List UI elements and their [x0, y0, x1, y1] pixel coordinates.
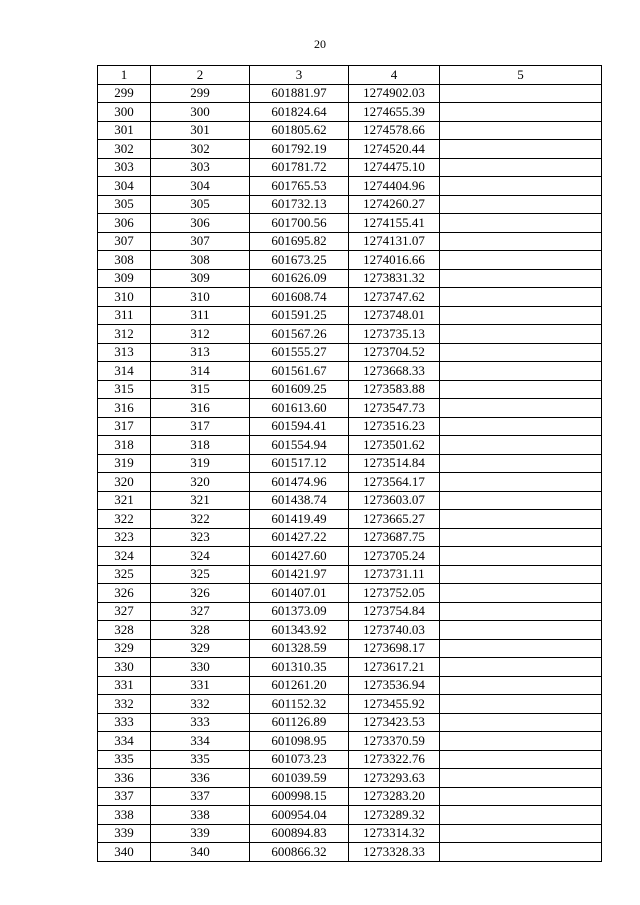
- table-cell: 601609.25: [250, 380, 349, 399]
- table-cell: 338: [98, 806, 151, 825]
- table-cell: 325: [98, 565, 151, 584]
- table-cell: 302: [151, 140, 250, 159]
- table-row: [98, 362, 602, 381]
- table-row: [98, 528, 602, 547]
- table-cell: 324: [151, 547, 250, 566]
- table-cell: 314: [151, 362, 250, 381]
- table-row: [98, 510, 602, 529]
- table-cell: 601373.09: [250, 602, 349, 621]
- table-cell: 308: [98, 251, 151, 270]
- table-cell: [440, 214, 602, 233]
- table-cell: 1274404.96: [349, 177, 440, 196]
- table-cell: [440, 417, 602, 436]
- table-cell: 335: [98, 750, 151, 769]
- table-cell: 601427.60: [250, 547, 349, 566]
- table-cell: 1273314.32: [349, 824, 440, 843]
- table-row: [98, 806, 602, 825]
- table-row: [98, 584, 602, 603]
- table-cell: 315: [98, 380, 151, 399]
- table-cell: 302: [98, 140, 151, 159]
- table-cell: [440, 121, 602, 140]
- table-cell: [440, 325, 602, 344]
- table-cell: 321: [98, 491, 151, 510]
- table-cell: 322: [98, 510, 151, 529]
- table-cell: 339: [151, 824, 250, 843]
- table-cell: 601343.92: [250, 621, 349, 640]
- table-cell: 601781.72: [250, 158, 349, 177]
- table-cell: 306: [151, 214, 250, 233]
- table-row: [98, 602, 602, 621]
- table-cell: [440, 454, 602, 473]
- table-cell: 1273687.75: [349, 528, 440, 547]
- table-row: [98, 325, 602, 344]
- table-cell: [440, 195, 602, 214]
- table-row: [98, 547, 602, 566]
- table-row: [98, 658, 602, 677]
- table-cell: 601261.20: [250, 676, 349, 695]
- table-cell: 332: [98, 695, 151, 714]
- table-row: [98, 84, 602, 103]
- table-cell: 303: [98, 158, 151, 177]
- table-cell: 321: [151, 491, 250, 510]
- table-cell: 601626.09: [250, 269, 349, 288]
- table-cell: 601695.82: [250, 232, 349, 251]
- table-cell: [440, 824, 602, 843]
- table-cell: [440, 177, 602, 196]
- table-cell: 601419.49: [250, 510, 349, 529]
- table-cell: 1274520.44: [349, 140, 440, 159]
- table-body: [98, 84, 602, 861]
- table-cell: 1273704.52: [349, 343, 440, 362]
- column-header: 5: [440, 66, 602, 85]
- table-cell: 307: [98, 232, 151, 251]
- table-cell: [440, 584, 602, 603]
- table-cell: 1273698.17: [349, 639, 440, 658]
- table-cell: 331: [98, 676, 151, 695]
- table-cell: [440, 695, 602, 714]
- table-cell: [440, 639, 602, 658]
- table-cell: 601561.67: [250, 362, 349, 381]
- table-cell: 309: [98, 269, 151, 288]
- table-cell: 1273740.03: [349, 621, 440, 640]
- table-row: [98, 436, 602, 455]
- table-row: [98, 750, 602, 769]
- table-cell: 1273665.27: [349, 510, 440, 529]
- table-cell: 334: [98, 732, 151, 751]
- table-cell: 1273322.76: [349, 750, 440, 769]
- table-cell: 600894.83: [250, 824, 349, 843]
- table-row: [98, 695, 602, 714]
- table-cell: [440, 491, 602, 510]
- table-cell: 329: [151, 639, 250, 658]
- table-cell: 322: [151, 510, 250, 529]
- table-row: [98, 251, 602, 270]
- table-cell: 311: [151, 306, 250, 325]
- table-cell: 601673.25: [250, 251, 349, 270]
- table-cell: 601613.60: [250, 399, 349, 418]
- table-row: [98, 769, 602, 788]
- table-cell: 317: [98, 417, 151, 436]
- table-row: [98, 214, 602, 233]
- table-cell: 1273501.62: [349, 436, 440, 455]
- table-cell: 1273748.01: [349, 306, 440, 325]
- table-cell: 1273423.53: [349, 713, 440, 732]
- table-cell: 1273547.73: [349, 399, 440, 418]
- table-cell: 328: [98, 621, 151, 640]
- table-cell: [440, 288, 602, 307]
- table-cell: 340: [98, 843, 151, 862]
- table-cell: 1274155.41: [349, 214, 440, 233]
- table-cell: 1273705.24: [349, 547, 440, 566]
- table-cell: 311: [98, 306, 151, 325]
- table-cell: 337: [98, 787, 151, 806]
- table-cell: 601555.27: [250, 343, 349, 362]
- table-cell: [440, 621, 602, 640]
- table-row: [98, 306, 602, 325]
- table-cell: 601310.35: [250, 658, 349, 677]
- table-cell: 601881.97: [250, 84, 349, 103]
- table-cell: 1274131.07: [349, 232, 440, 251]
- table-cell: 318: [98, 436, 151, 455]
- table-row: [98, 380, 602, 399]
- table-cell: 601608.74: [250, 288, 349, 307]
- table-row: [98, 195, 602, 214]
- table-cell: 339: [98, 824, 151, 843]
- table-cell: 338: [151, 806, 250, 825]
- table-cell: 1273747.62: [349, 288, 440, 307]
- table-cell: [440, 732, 602, 751]
- table-header-row: [98, 66, 602, 85]
- table-cell: 601765.53: [250, 177, 349, 196]
- table-cell: 333: [151, 713, 250, 732]
- table-row: [98, 232, 602, 251]
- table-cell: 1273831.32: [349, 269, 440, 288]
- table-cell: 300: [151, 103, 250, 122]
- table-cell: 601328.59: [250, 639, 349, 658]
- table-cell: [440, 769, 602, 788]
- table-cell: [440, 436, 602, 455]
- table-cell: 320: [151, 473, 250, 492]
- table-cell: 600866.32: [250, 843, 349, 862]
- table-cell: 600954.04: [250, 806, 349, 825]
- table-cell: 1273293.63: [349, 769, 440, 788]
- table-cell: 314: [98, 362, 151, 381]
- table-cell: 308: [151, 251, 250, 270]
- table-cell: 301: [98, 121, 151, 140]
- table-cell: 601700.56: [250, 214, 349, 233]
- coordinates-table: [97, 65, 602, 862]
- table-cell: 601474.96: [250, 473, 349, 492]
- table-row: [98, 399, 602, 418]
- table-cell: 1273283.20: [349, 787, 440, 806]
- table-cell: [440, 750, 602, 769]
- table-row: [98, 639, 602, 658]
- table-cell: 326: [98, 584, 151, 603]
- table-cell: 304: [98, 177, 151, 196]
- table-cell: 601421.97: [250, 565, 349, 584]
- table-cell: 317: [151, 417, 250, 436]
- table-cell: 319: [98, 454, 151, 473]
- column-header: 2: [151, 66, 250, 85]
- table-cell: 601554.94: [250, 436, 349, 455]
- table-cell: 312: [98, 325, 151, 344]
- table-cell: 299: [98, 84, 151, 103]
- table-cell: [440, 343, 602, 362]
- table-cell: 331: [151, 676, 250, 695]
- table-cell: [440, 676, 602, 695]
- table-cell: 601732.13: [250, 195, 349, 214]
- table-cell: 1274902.03: [349, 84, 440, 103]
- table-cell: 1273617.21: [349, 658, 440, 677]
- table-row: [98, 621, 602, 640]
- table-cell: [440, 251, 602, 270]
- table-cell: 1273514.84: [349, 454, 440, 473]
- column-header: 3: [250, 66, 349, 85]
- table-cell: 601567.26: [250, 325, 349, 344]
- table-cell: 336: [98, 769, 151, 788]
- table-cell: 310: [151, 288, 250, 307]
- table-cell: 327: [151, 602, 250, 621]
- table-cell: 601427.22: [250, 528, 349, 547]
- table-cell: 601407.01: [250, 584, 349, 603]
- table-cell: 307: [151, 232, 250, 251]
- table-cell: 300: [98, 103, 151, 122]
- table-cell: 601039.59: [250, 769, 349, 788]
- table-cell: 323: [98, 528, 151, 547]
- table-cell: 335: [151, 750, 250, 769]
- table-row: [98, 565, 602, 584]
- table-cell: 1274475.10: [349, 158, 440, 177]
- table-row: [98, 269, 602, 288]
- table-cell: 1274016.66: [349, 251, 440, 270]
- table-row: [98, 177, 602, 196]
- page-number: 20: [314, 37, 326, 51]
- table-row: [98, 843, 602, 862]
- table-cell: [440, 232, 602, 251]
- table-cell: [440, 399, 602, 418]
- table-cell: 305: [98, 195, 151, 214]
- table-cell: 1273583.88: [349, 380, 440, 399]
- table-row: [98, 454, 602, 473]
- table-cell: [440, 306, 602, 325]
- table-cell: 601126.89: [250, 713, 349, 732]
- table-cell: [440, 806, 602, 825]
- table-cell: 312: [151, 325, 250, 344]
- table-row: [98, 787, 602, 806]
- table-cell: 325: [151, 565, 250, 584]
- table-cell: 305: [151, 195, 250, 214]
- table-row: [98, 288, 602, 307]
- table-row: [98, 103, 602, 122]
- table-cell: 299: [151, 84, 250, 103]
- table-cell: 1274260.27: [349, 195, 440, 214]
- table-cell: [440, 602, 602, 621]
- table-cell: [440, 84, 602, 103]
- table-cell: 310: [98, 288, 151, 307]
- table-cell: 1273752.05: [349, 584, 440, 603]
- table-row: [98, 158, 602, 177]
- table-cell: 601438.74: [250, 491, 349, 510]
- table-cell: 600998.15: [250, 787, 349, 806]
- table-cell: 330: [98, 658, 151, 677]
- table-cell: 1273603.07: [349, 491, 440, 510]
- table-cell: 340: [151, 843, 250, 862]
- table-cell: 334: [151, 732, 250, 751]
- table-cell: 1273328.33: [349, 843, 440, 862]
- table-row: [98, 824, 602, 843]
- table-row: [98, 473, 602, 492]
- table-cell: 327: [98, 602, 151, 621]
- table-cell: [440, 269, 602, 288]
- table-cell: 313: [98, 343, 151, 362]
- table-cell: [440, 510, 602, 529]
- table-cell: 315: [151, 380, 250, 399]
- table-cell: 332: [151, 695, 250, 714]
- table-cell: [440, 547, 602, 566]
- table-cell: 601517.12: [250, 454, 349, 473]
- table-cell: 306: [98, 214, 151, 233]
- table-cell: 333: [98, 713, 151, 732]
- table-cell: 304: [151, 177, 250, 196]
- table-cell: 601824.64: [250, 103, 349, 122]
- table-cell: 1273564.17: [349, 473, 440, 492]
- table-cell: 303: [151, 158, 250, 177]
- table-cell: 1273370.59: [349, 732, 440, 751]
- column-header: 4: [349, 66, 440, 85]
- table-cell: [440, 528, 602, 547]
- table-cell: 326: [151, 584, 250, 603]
- table-cell: 1273289.32: [349, 806, 440, 825]
- table-cell: [440, 103, 602, 122]
- table-cell: 601073.23: [250, 750, 349, 769]
- table-row: [98, 140, 602, 159]
- table-cell: 1273536.94: [349, 676, 440, 695]
- table-cell: [440, 843, 602, 862]
- table-row: [98, 713, 602, 732]
- table-cell: [440, 158, 602, 177]
- table-cell: 1273731.11: [349, 565, 440, 584]
- table-cell: 316: [151, 399, 250, 418]
- table-cell: 323: [151, 528, 250, 547]
- table-cell: 601591.25: [250, 306, 349, 325]
- table-cell: [440, 473, 602, 492]
- table-cell: 319: [151, 454, 250, 473]
- table-cell: [440, 140, 602, 159]
- table-cell: [440, 713, 602, 732]
- table-cell: 1274578.66: [349, 121, 440, 140]
- table-cell: [440, 380, 602, 399]
- table-cell: 309: [151, 269, 250, 288]
- table-cell: [440, 787, 602, 806]
- table-cell: 1273735.13: [349, 325, 440, 344]
- table-cell: [440, 362, 602, 381]
- table-row: [98, 732, 602, 751]
- table-cell: 1273516.23: [349, 417, 440, 436]
- table-cell: 337: [151, 787, 250, 806]
- table-cell: 601152.32: [250, 695, 349, 714]
- table-cell: [440, 658, 602, 677]
- table-cell: 601594.41: [250, 417, 349, 436]
- table-row: [98, 491, 602, 510]
- table-cell: 336: [151, 769, 250, 788]
- table-cell: 601805.62: [250, 121, 349, 140]
- table-cell: 320: [98, 473, 151, 492]
- table-cell: 329: [98, 639, 151, 658]
- table-cell: 1273754.84: [349, 602, 440, 621]
- table-cell: 1273668.33: [349, 362, 440, 381]
- table-cell: 1273455.92: [349, 695, 440, 714]
- table-cell: 318: [151, 436, 250, 455]
- table-row: [98, 417, 602, 436]
- table-cell: 313: [151, 343, 250, 362]
- table-cell: 601098.95: [250, 732, 349, 751]
- table-cell: 316: [98, 399, 151, 418]
- table-cell: 1274655.39: [349, 103, 440, 122]
- table-row: [98, 121, 602, 140]
- table-cell: 601792.19: [250, 140, 349, 159]
- table-cell: [440, 565, 602, 584]
- table-cell: 301: [151, 121, 250, 140]
- table-cell: 324: [98, 547, 151, 566]
- table-row: [98, 343, 602, 362]
- table-row: [98, 676, 602, 695]
- column-header: 1: [98, 66, 151, 85]
- table-cell: 330: [151, 658, 250, 677]
- table-cell: 328: [151, 621, 250, 640]
